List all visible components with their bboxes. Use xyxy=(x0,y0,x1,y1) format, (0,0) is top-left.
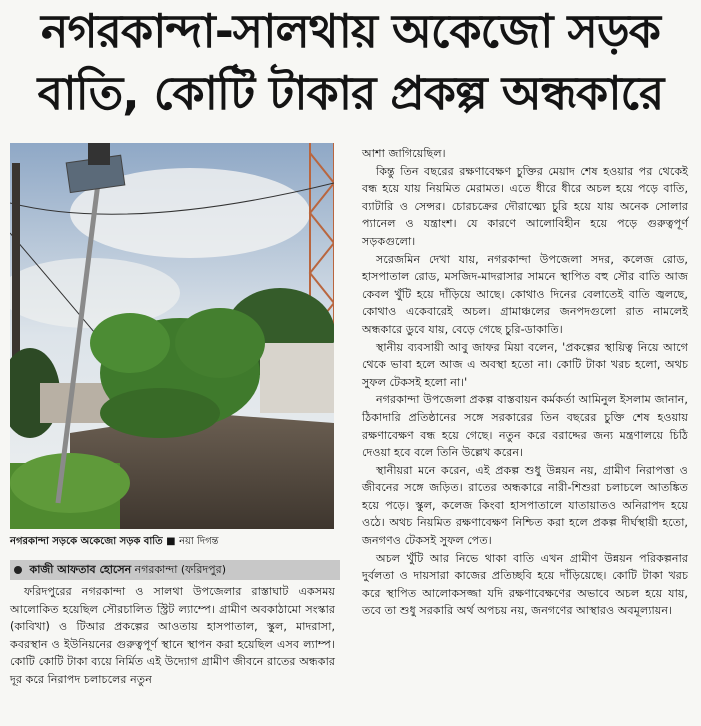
square-bullet-icon: ■ xyxy=(166,536,180,547)
bullet-icon xyxy=(14,566,22,574)
reporter-location: নগরকান্দা (ফরিদপুর) xyxy=(134,563,226,576)
headline xyxy=(0,0,701,124)
caption-text: নগরকান্দা সড়কে অকেজো সড়ক বাতি xyxy=(10,536,163,547)
headline-line-1: নগরকান্দা-সালথায় অকেজো সড়ক xyxy=(41,4,660,58)
street-light-photo xyxy=(10,143,334,529)
reporter-name: কাজী আফতাব হোসেন xyxy=(29,563,132,576)
article-column-right xyxy=(362,145,688,620)
article-column-left xyxy=(10,583,335,689)
article-paragraph: আশা জাগিয়েছিল। xyxy=(362,147,446,160)
article-paragraph: কিন্তু তিন বছরের রক্ষণাবেক্ষণ চুক্তির মেয়াদ শেষ হওয়ার পর থেকেই বন্ধ হয়ে যায় নিয়মিত মেরামত। এতে ধীরে ধীরে অচল হয়ে পড়ে বাতি, ব্যাটারি ও সেন্সর। চোরচক্রের দৌরাত্ম্যে চুরি হয়ে যায় অনেক সোলার প্যানেল ও যন্ত্রাংশ। যে কারণে আলোবিহীন হয়ে পড়ে গুরুত্বপূর্ণ সড়কগুলো। xyxy=(362,164,688,248)
reporter-byline xyxy=(10,560,340,580)
photo-caption xyxy=(10,534,340,551)
article-paragraph: নগরকান্দা উপজেলা প্রকল্প বাস্তবায়ন কর্মকর্তা আমিনুল ইসলাম জানান, ঠিকাদারি প্রতিষ্ঠানের সঙ্গে সরকারের তিন বছরের চুক্তি শেষ হওয়ায় রক্ষণাবেক্ষণ বন্ধ হয়ে গেছে। নতুন করে বরাদ্দের জন্য মন্ত্রণালয়ে চিঠি দেওয়া হবে বলে তিনি উল্লেখ করেন। xyxy=(362,393,688,460)
article-paragraph: সরেজমিন দেখা যায়, নগরকান্দা উপজেলা সদর, কলেজ রোড, হাসপাতাল রোড, মসজিদ-মাদরাসার সামনে স্থাপিত বহু সৌর বাতি আজ কেবল খুঁটি হয়ে দাঁড়িয়ে আছে। কোথাও দিনের বেলাতেই বাতি জ্বলছে, কোথাও একেবারেই অচল। গ্রামাঞ্চলের জনপদগুলো রাত নামলেই অন্ধকারে ডুবে যায়, বেড়ে গেছে চুরি-ডাকাতি। xyxy=(362,252,688,336)
article-paragraph: অচল খুঁটি আর নিভে থাকা বাতি এখন গ্রামীণ উন্নয়ন পরিকল্পনার দুর্বলতা ও দায়সারা কাজের প্রতিচ্ছবি হয়ে দাঁড়িয়েছে। কোটি টাকা খরচ করে স্থাপিত আলোকসজ্জা যদি রক্ষণাবেক্ষণের অভাবে অচল হয়ে যায়, তবে তা শুধু সরকারি অর্থ অপচয় নয়, জনগণের আস্থারও অবমূল্যায়ন। xyxy=(362,551,688,618)
article-paragraph: স্থানীয় ব্যবসায়ী আবু জাফর মিয়া বলেন, 'প্রকল্পের স্থায়িত্ব নিয়ে আগে থেকে ভাবা হলে আজ এ অবস্থা হতো না। কোটি টাকা খরচ হলো, অথচ সুফল টেকসই হলো না।' xyxy=(362,340,688,389)
photo-credit: নয়া দিগন্ত xyxy=(179,536,219,547)
news-photo xyxy=(10,143,334,529)
headline-line-2: বাতি, কোটি টাকার প্রকল্প অন্ধকারে xyxy=(37,66,664,120)
article-paragraph: ফরিদপুরের নগরকান্দা ও সালথা উপজেলার রাস্তাঘাট একসময় আলোকিত হয়েছিল সৌরচালিত স্ট্রিট ল্যাম্পে। গ্রামীণ অবকাঠামো সংস্কার (কাবিখা) ও টিআর প্রকল্পের আওতায় হাসপাতাল, স্কুল, মাদরাসা, কবরস্থান ও ইউনিয়নের গুরুত্বপূর্ণ স্থানে স্থাপন করা হয়েছিল এসব ল্যাম্প। কোটি কোটি টাকা ব্যয়ে নির্মিত এই উদ্যোগ গ্রামীণ জীবনে রাতের অন্ধকার দূর করে নিরাপদ চলাচলের নতুন xyxy=(10,585,335,686)
article-paragraph: স্থানীয়রা মনে করেন, এই প্রকল্প শুধু উন্নয়ন নয়, গ্রামীণ নিরাপত্তা ও জীবনের সঙ্গে জড়িত। রাতের অন্ধকারে নারী-শিশুরা চলাচলে আতঙ্কিত হয়ে পড়ে। স্কুল, কলেজ কিংবা হাসপাতালে যাতায়াতও অনিরাপদ হয়ে ওঠে। অথচ নিয়মিত রক্ষণাবেক্ষণ নিশ্চিত করা হলে প্রকল্প দীর্ঘস্থায়ী হতো, জনগণও টেকসই সুফল পেত। xyxy=(362,463,688,548)
